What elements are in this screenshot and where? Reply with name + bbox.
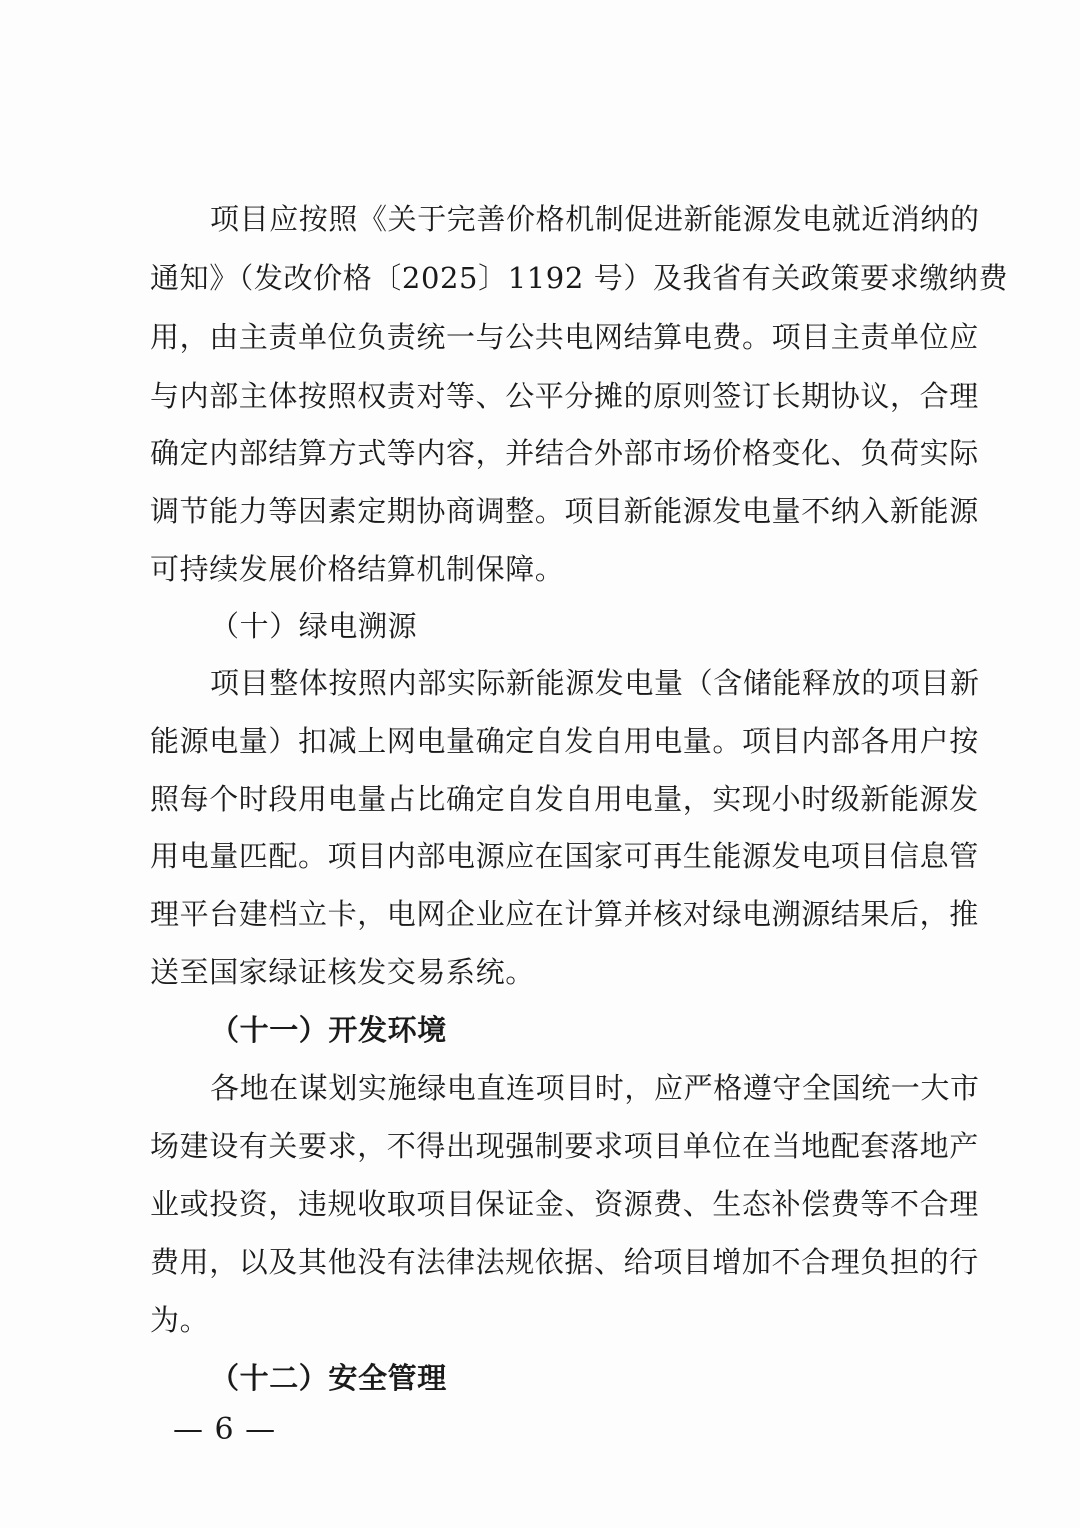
para1-line-4: 与内部主体按照权责对等、公平分摊的原则签订长期协议，合理 — [150, 379, 979, 413]
para2-line-5: 理平台建档立卡，电网企业应在计算并核对绿电溯源结果后，推 — [150, 897, 979, 931]
para3-line-5: 为。 — [150, 1303, 210, 1337]
section-heading-10: （十）绿电溯源 — [210, 609, 418, 643]
para1-line-5: 确定内部结算方式等内容，并结合外部市场价格变化、负荷实际 — [150, 436, 979, 470]
para3-line-1: 各地在谋划实施绿电直连项目时，应严格遵守全国统一大市 — [210, 1071, 980, 1105]
section-heading-11: （十一）开发环境 — [210, 1013, 447, 1047]
para2-line-1: 项目整体按照内部实际新能源发电量（含储能释放的项目新 — [210, 666, 980, 700]
para2-line-4: 用电量匹配。项目内部电源应在国家可再生能源发电项目信息管 — [150, 839, 979, 873]
para2-line-2: 能源电量）扣减上网电量确定自发自用电量。项目内部各用户按 — [150, 724, 979, 758]
para3-line-2: 场建设有关要求，不得出现强制要求项目单位在当地配套落地产 — [150, 1129, 979, 1163]
section-heading-12: （十二）安全管理 — [210, 1361, 447, 1395]
para1-line-6: 调节能力等因素定期协商调整。项目新能源发电量不纳入新能源 — [150, 494, 979, 528]
para3-line-4: 费用，以及其他没有法律法规依据、给项目增加不合理负担的行 — [150, 1245, 979, 1279]
para3-line-3: 业或投资，违规收取项目保证金、资源费、生态补偿费等不合理 — [150, 1187, 979, 1221]
page-number: — 6 — — [173, 1412, 277, 1447]
para1-line-1: 项目应按照《关于完善价格机制促进新能源发电就近消纳的 — [210, 202, 980, 236]
para1-line-7: 可持续发展价格结算机制保障。 — [150, 552, 565, 586]
para2-line-3: 照每个时段用电量占比确定自发自用电量，实现小时级新能源发 — [150, 782, 979, 816]
para1-line-3: 用，由主责单位负责统一与公共电网结算电费。项目主责单位应 — [150, 320, 979, 354]
para1-line-2: 通知》（发改价格〔2025〕1192 号）及我省有关政策要求缴纳费 — [150, 261, 1009, 295]
para2-line-6: 送至国家绿证核发交易系统。 — [150, 955, 535, 989]
